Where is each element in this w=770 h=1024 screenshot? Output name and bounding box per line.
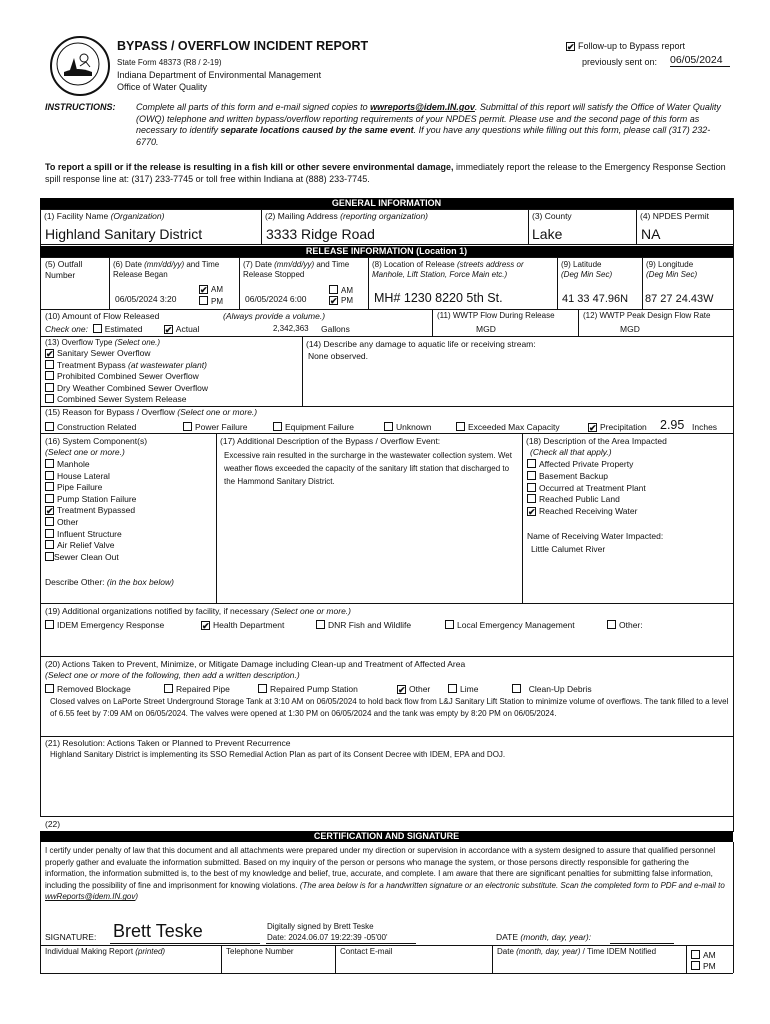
prev-sent-label: previously sent on:: [582, 57, 658, 67]
amount-check-row: Check one: Estimated ✔ Actual: [45, 324, 200, 335]
component-clean-out[interactable]: Sewer Clean Out: [45, 552, 136, 564]
notified-local[interactable]: Local Emergency Management: [445, 620, 575, 630]
cert-date-label: DATE (month, day, year):: [496, 932, 592, 942]
facility-label: (1) Facility Name (Organization): [44, 211, 165, 221]
signature-label: SIGNATURE:: [45, 932, 97, 942]
cert-num: (22): [45, 819, 61, 829]
stopped-am-checkbox: [329, 285, 338, 294]
contact-email-label: Contact E-mail: [340, 947, 393, 956]
stopped-value[interactable]: 06/05/2024 6:00: [245, 294, 307, 304]
gallons-label: Gallons: [321, 324, 350, 334]
individual-label: Individual Making Report (printed): [45, 947, 166, 956]
location-label: (8) Location of Release (streets address or Manhole, Lift Station, Force Main etc.): [372, 260, 524, 279]
amount-value[interactable]: 2,342,363: [273, 324, 309, 333]
actual-checkbox[interactable]: ✔: [164, 325, 173, 335]
began-pm-checkbox: [199, 296, 208, 305]
longitude-label: (9) Longitude (Deg Min Sec): [646, 260, 698, 279]
cert-text-body: I certify under penalty of law that this document and all attachments were prepared under my direction or supervision in accordance with a system designed to assure that qualified personnel properly gather and evaluate the information submitted. Based on my inquiry of the person or persons who manage the system, or those persons directly responsible for gathering the information, the information submitted is, to the best of my knowledge and belief, true, accurate, and complete. I am aware that there are significant penalties for submitting false information, including the possibility of fine and imprisonment for knowing violations.: [45, 846, 716, 890]
overflow-type-cso[interactable]: Prohibited Combined Sewer Overflow: [45, 371, 208, 383]
mailing-value[interactable]: 3333 Ridge Road: [266, 226, 375, 242]
component-treatment-bypassed[interactable]: ✔ Treatment Bypassed: [46, 505, 136, 517]
component-air-relief[interactable]: Air Relief Valve: [45, 540, 136, 552]
npdes-value[interactable]: NA: [641, 226, 661, 242]
reason-unknown[interactable]: Unknown: [384, 422, 431, 432]
overflow-type-bypass[interactable]: Treatment Bypass (at wastewater plant): [45, 360, 208, 372]
instructions-email-link[interactable]: wwreports@idem.IN.gov: [370, 102, 475, 112]
reason-equipment[interactable]: Equipment Failure: [273, 422, 354, 432]
stopped-pm-checkbox: ✔: [330, 296, 338, 306]
precip-value[interactable]: 2.95: [660, 418, 685, 432]
department-name: Indiana Department of Environmental Management: [117, 70, 322, 80]
reason-power[interactable]: Power Failure: [183, 422, 247, 432]
instructions-part3: . If you have any questions while filling out this form, please call (317) 232-6770.: [136, 125, 711, 147]
county-value[interactable]: Lake: [532, 226, 563, 242]
longitude-value[interactable]: 87 27 24.43W: [645, 293, 714, 305]
followup-checkbox[interactable]: ✔: [567, 42, 575, 52]
actions-text[interactable]: Closed valves on LaPorte Street Underground Storage Tank at 3:10 AM on 06/05/2024 to hold back flow from L&J Sanitary Lift Station to minimize volume of overflows. The tank filled to a level of 6.55 feet by 7:09 AM on 06/05/2024. The valves were opened at 1:30 PM on 06/05/2024 and the tank was empty by 8:20 PM on 06/05/2024.: [50, 697, 729, 719]
area-treatment-plant[interactable]: Occurred at Treatment Plant: [527, 483, 646, 495]
receiving-water-label: Name of Receiving Water Impacted:: [527, 531, 664, 541]
area-receiving-water[interactable]: ✔ Reached Receiving Water: [528, 506, 638, 518]
stopped-label: (7) Date (mm/dd/yy) and Time Release Stopped: [243, 260, 350, 279]
notified-other[interactable]: Other:: [607, 620, 643, 630]
actions-repaired-pump[interactable]: Repaired Pump Station: [258, 684, 358, 694]
overflow-type-dry-cso[interactable]: Dry Weather Combined Sewer Overflow: [45, 383, 208, 395]
instructions-part1: Complete all parts of this form and e-mail signed copies to: [136, 102, 371, 112]
release-info-header: RELEASE INFORMATION (Location 1): [40, 246, 733, 257]
component-other[interactable]: Other: [45, 517, 136, 529]
cert-header: CERTIFICATION AND SIGNATURE: [40, 831, 733, 842]
reason-precipitation[interactable]: ✔ Precipitation: [589, 422, 647, 433]
cert-text: I certify under penalty of law that this document and all attachments were prepared under my direction or supervision in accordance with a system designed to assure that qualified personnel properly gather and evaluate the information submitted. Based on my inquiry of the person or persons who manage the system, or those persons directly responsible for gathering the information, the information submitted is, to the best of my knowledge and belief, true, accurate, and complete. I am aware that there are significant penalties for submitting false information, including the possibility of fine and imprisonment for knowing violations. (The area below is for a handwritten signature or an electronic substitute. Scan the completed form to PDF and e-mail to wwReports@idem.IN.gov): [45, 846, 725, 902]
estimated-checkbox[interactable]: [93, 324, 102, 333]
resolution-label: (21) Resolution: Actions Taken or Planned to Prevent Recurrence: [45, 738, 291, 748]
county-label: (3) County: [532, 211, 572, 221]
notified-pm[interactable]: PM: [691, 961, 716, 971]
notified-dnr[interactable]: DNR Fish and Wildlife: [316, 620, 411, 630]
mailing-label: (2) Mailing Address (reporting organization): [265, 211, 429, 221]
component-pump-station[interactable]: Pump Station Failure: [45, 494, 136, 506]
describe-other-label: Describe Other: (in the box below): [45, 577, 174, 587]
additional-label: (17) Additional Description of the Bypass / Overflow Event:: [220, 436, 441, 446]
form-title: BYPASS / OVERFLOW INCIDENT REPORT: [117, 39, 369, 53]
prev-sent-date[interactable]: 06/05/2024: [670, 54, 730, 67]
general-info-header: GENERAL INFORMATION: [40, 198, 733, 209]
overflow-type-list: [45, 348, 208, 406]
npdes-label: (4) NPDES Permit: [640, 211, 709, 221]
wwtp-flow-label: (11) WWTP Flow During Release: [437, 311, 555, 320]
actions-removed-blockage[interactable]: Removed Blockage: [45, 684, 131, 694]
component-house-lateral[interactable]: House Lateral: [45, 471, 136, 483]
digital-signature: Digitally signed by Brett Teske Date: 2024.06.07 19:22:39 -05'00': [267, 922, 388, 942]
precip-inches: Inches: [692, 422, 718, 432]
followup-label: Follow-up to Bypass report: [578, 41, 686, 51]
latitude-label: (9) Latitude (Deg Min Sec): [561, 260, 613, 279]
spill-notice-bold: To report a spill or if the release is resulting in a fish kill or other severe environmental damage,: [45, 162, 454, 172]
facility-value[interactable]: Highland Sanitary District: [45, 226, 203, 242]
instructions-part2: . Submittal of this report will satisfy the Office of Water Quality (OWQ) telephone and written bypass/overflow reporting requirements of your NPDES permit. Please use and the second page of this form as necessary to identify: [136, 102, 721, 135]
cert-email-link[interactable]: wwReports@idem.IN.gov: [45, 892, 136, 902]
component-pipe-failure[interactable]: Pipe Failure: [45, 482, 136, 494]
actions-other[interactable]: ✔ Other: [398, 684, 431, 695]
latitude-value[interactable]: 41 33 47.96N: [562, 293, 629, 305]
began-am[interactable]: ✔ AM: [200, 285, 223, 295]
reason-label: (15) Reason for Bypass / Overflow (Select one or more.): [45, 407, 258, 417]
stopped-am[interactable]: AM: [329, 285, 353, 295]
notified-label: (19) Additional organizations notified by facility, if necessary (Select one or more.): [45, 606, 351, 616]
wwtp-flow-unit: MGD: [476, 324, 496, 334]
stopped-pm[interactable]: ✔ PM: [330, 296, 353, 306]
amount-always: (Always provide a volume.): [223, 311, 326, 321]
aquatic-value[interactable]: None observed.: [308, 351, 369, 361]
instructions-label: INSTRUCTIONS:: [45, 102, 116, 112]
area-basement[interactable]: Basement Backup: [527, 471, 646, 483]
began-pm[interactable]: PM: [199, 296, 223, 306]
overflow-type-sso[interactable]: ✔ Sanitary Sewer Overflow: [46, 348, 151, 359]
form-number: State Form 48373 (R8 / 2-19): [117, 58, 222, 67]
actions-lime[interactable]: Lime: [448, 684, 478, 694]
followup-row: [566, 41, 685, 51]
component-manhole[interactable]: Manhole: [45, 459, 136, 471]
instructions-bold: separate locations caused by the same event: [220, 125, 414, 135]
receiving-water-value[interactable]: Little Calumet River: [531, 544, 606, 554]
actions-cleanup[interactable]: Clean-Up Debris: [512, 684, 592, 694]
began-am-checkbox: ✔: [200, 285, 208, 295]
amount-label: (10) Amount of Flow Released: [45, 311, 160, 321]
spill-notice: [45, 161, 733, 185]
notified-am[interactable]: AM: [691, 950, 716, 960]
spill-notice-rest: immediately report the release to the Emergency Response Section spill response line at: (317) 233-7745 or toll free within Indiana at (888) 233-7745.: [45, 162, 726, 184]
area-label: (18) Description of the Area Impacted (Check all that apply.): [526, 436, 667, 457]
components-list: [45, 459, 136, 563]
reason-max-capacity[interactable]: Exceeded Max Capacity: [456, 422, 560, 432]
area-private-property[interactable]: Affected Private Property: [527, 459, 646, 471]
began-value[interactable]: 06/05/2024 3:20: [115, 294, 177, 304]
location-value[interactable]: MH# 1230 8220 5th St.: [374, 291, 503, 305]
phone-label: Telephone Number: [226, 947, 294, 956]
area-public-land[interactable]: Reached Public Land: [527, 494, 646, 506]
wwtp-peak-unit: MGD: [620, 324, 640, 334]
indiana-state-seal: [50, 36, 110, 96]
component-influent[interactable]: Influent Structure: [45, 529, 136, 541]
resolution-text[interactable]: Highland Sanitary District is implementing its SSO Remedial Action Plan as part of its Consent Decree with IDEM, EPA and DOJ.: [50, 750, 506, 759]
actions-repaired-pipe[interactable]: Repaired Pipe: [164, 684, 230, 694]
outfall-label: (5) Outfall Number: [45, 259, 83, 280]
instructions-text: [136, 102, 726, 148]
aquatic-label: (14) Describe any damage to aquatic life or receiving stream:: [306, 339, 536, 349]
actions-label: (20) Actions Taken to Prevent, Minimize, or Mitigate Damage including Clean-up and Treatment of Affected Area (Select one or more of the following, then add a written description.): [45, 659, 466, 680]
signature-value[interactable]: Brett Teske: [113, 921, 203, 941]
additional-text[interactable]: Excessive rain resulted in the surcharge in the wastewater collection system. Wet weather flows exceeded the capacity of the sanitary lift station that discharged to the Hammond Sanitary District.: [224, 451, 512, 486]
began-label: (6) Date (mm/dd/yy) and Time Release Began: [113, 260, 220, 279]
notified-idem[interactable]: IDEM Emergency Response: [45, 620, 164, 630]
reason-construction[interactable]: Construction Related: [45, 422, 136, 432]
idem-notified-label: Date (month, day, year) / Time IDEM Notified: [497, 947, 657, 956]
area-list: [527, 459, 646, 518]
office-name: Office of Water Quality: [117, 82, 208, 92]
notified-health[interactable]: ✔ Health Department: [202, 620, 285, 631]
components-label: (16) System Component(s) (Select one or more.): [45, 436, 148, 457]
wwtp-peak-label: (12) WWTP Peak Design Flow Rate: [583, 311, 711, 320]
overflow-type-label: (13) Overflow Type (Select one.): [45, 338, 161, 347]
overflow-type-combined-release[interactable]: Combined Sewer System Release: [45, 394, 208, 406]
